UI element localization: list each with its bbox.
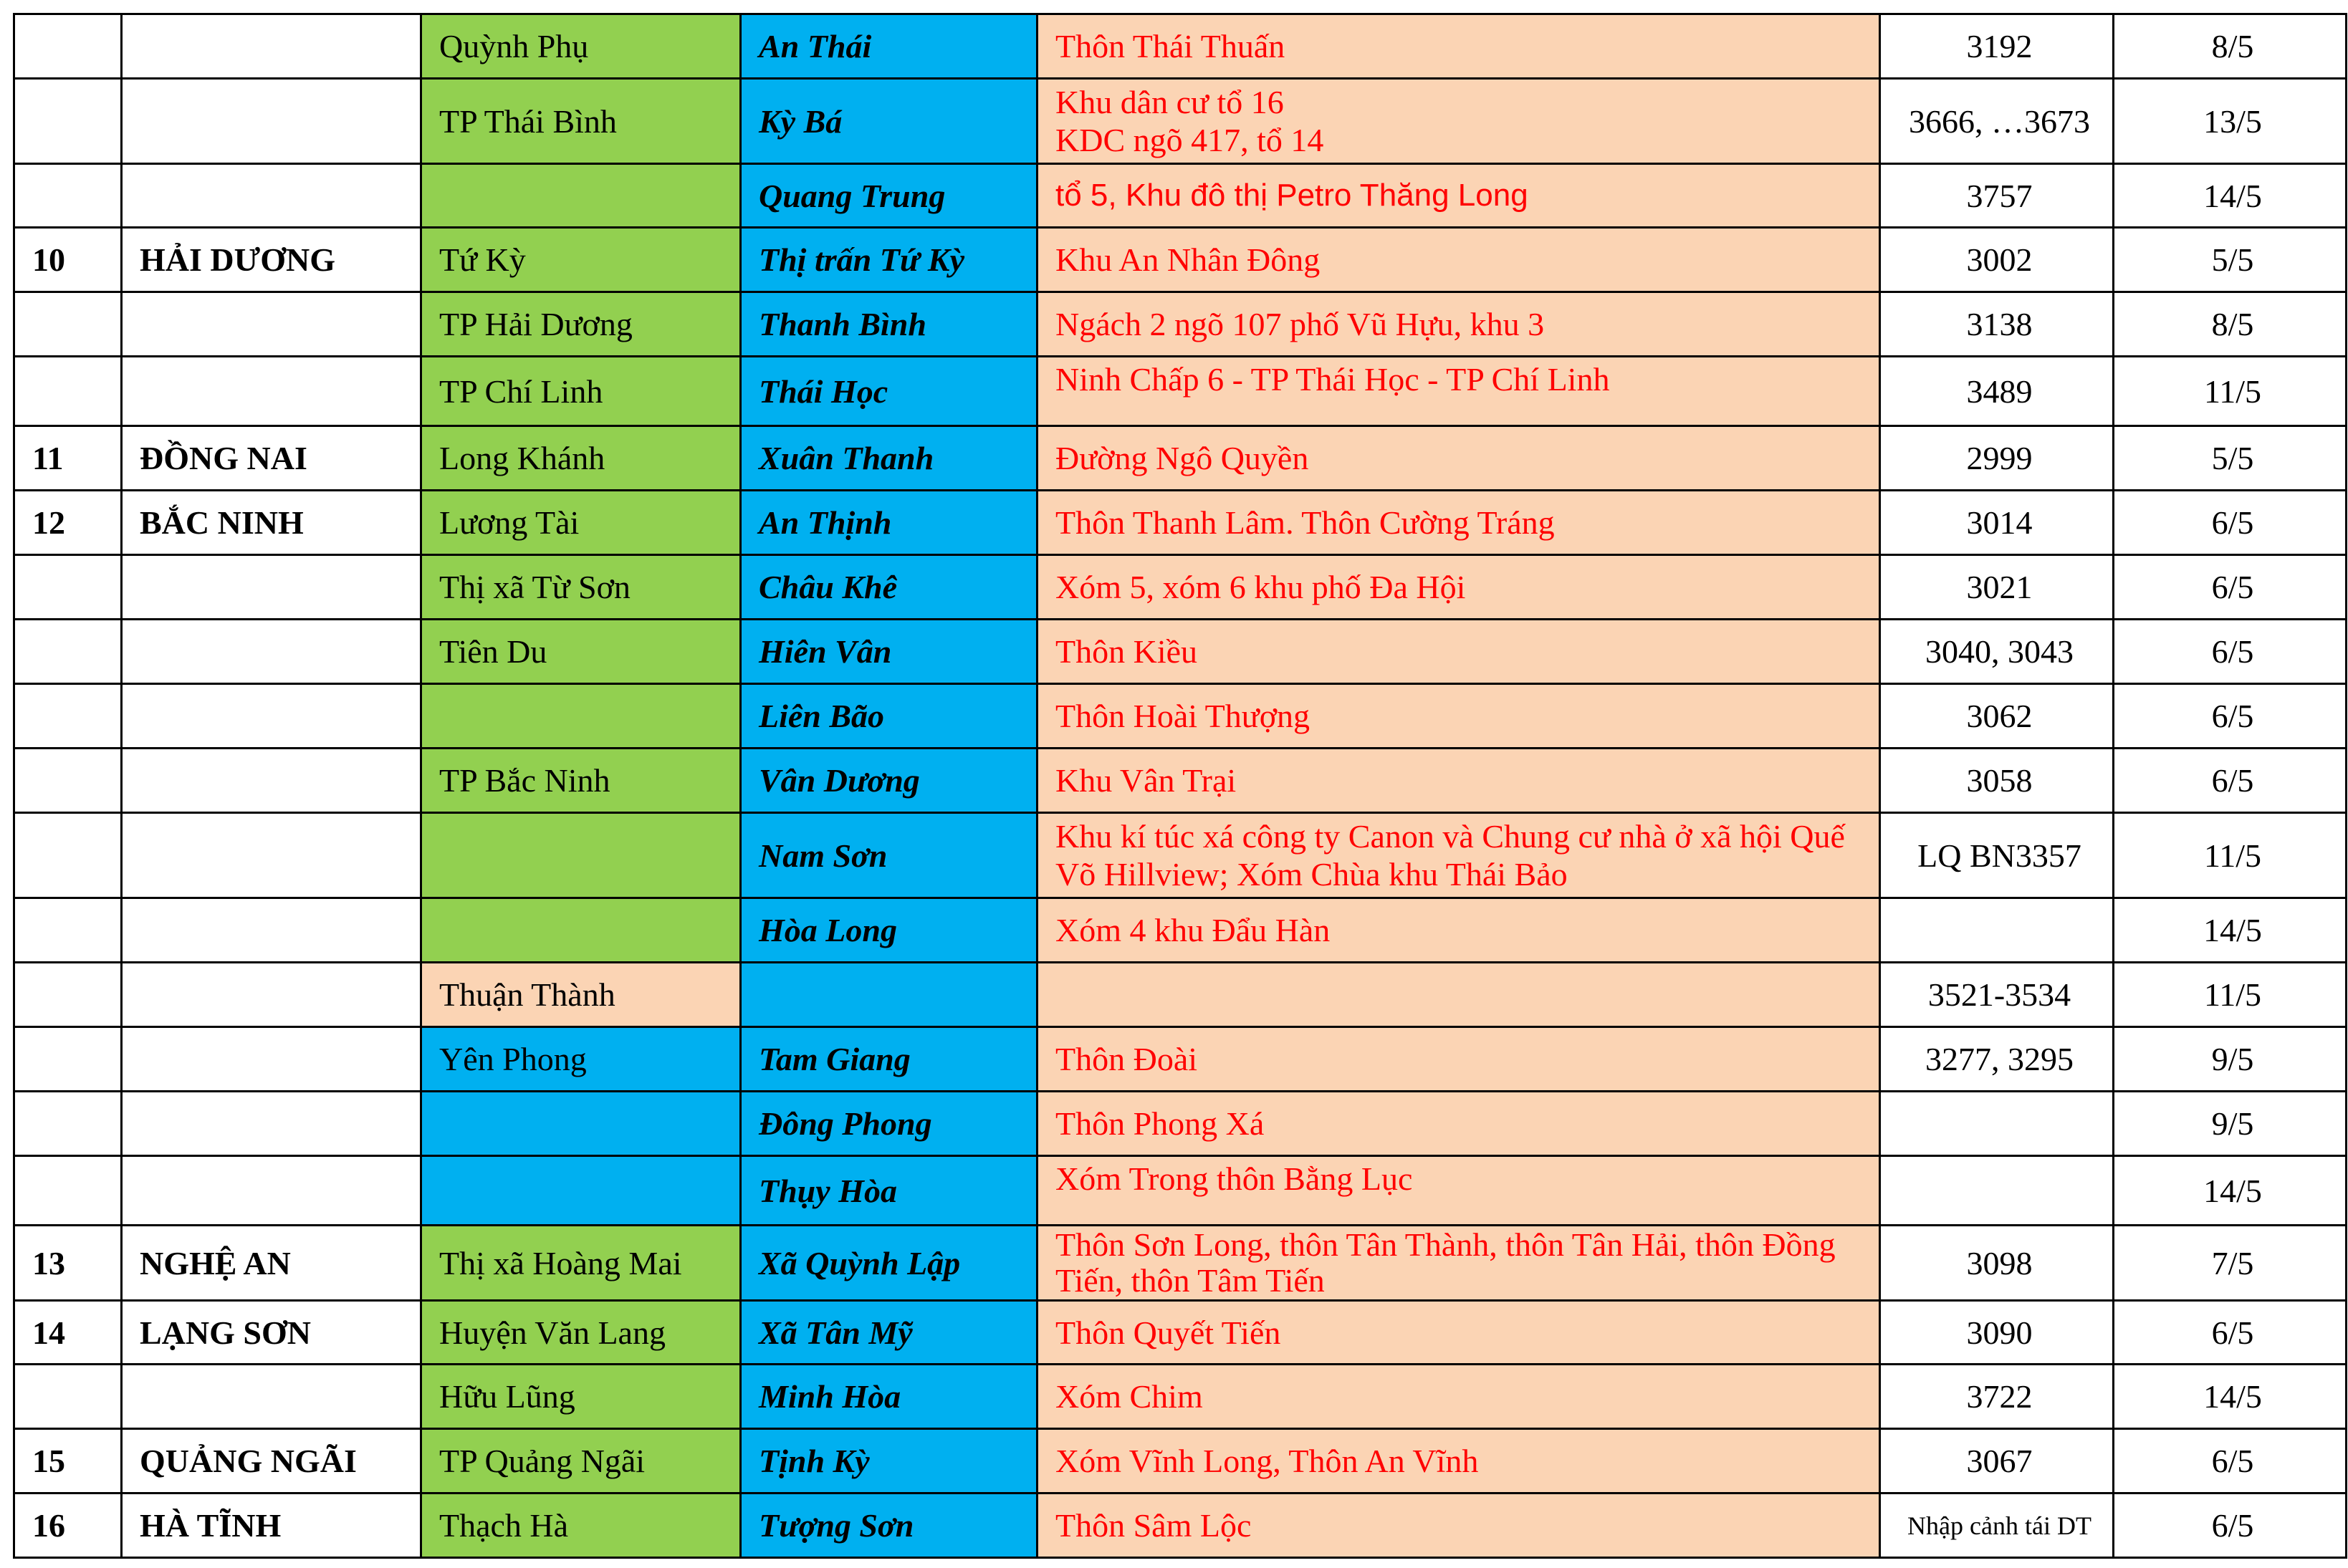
stt-cell: 10 [14, 228, 122, 292]
stt-cell [14, 963, 122, 1027]
province-cell [122, 79, 421, 164]
case-code-cell: LQ BN3357 [1880, 813, 2114, 898]
table-row [14, 228, 2347, 292]
case-code-cell: 3098 [1880, 1226, 2114, 1301]
district-cell: Yên Phong [421, 1027, 741, 1092]
case-code-cell: 3002 [1880, 228, 2114, 292]
stt-cell [14, 1156, 122, 1226]
date-cell: 9/5 [2114, 1092, 2347, 1156]
date-cell: 14/5 [2114, 164, 2347, 228]
commune-cell: Châu Khê [741, 555, 1038, 620]
stt-cell [14, 14, 122, 79]
table-row [14, 963, 2347, 1027]
district-cell: Thạch Hà [421, 1494, 741, 1558]
case-code-cell: 3666, …3673 [1880, 79, 2114, 164]
date-cell: 14/5 [2114, 1365, 2347, 1429]
table-row [14, 292, 2347, 357]
hamlet-cell: Thôn Kiều [1038, 620, 1880, 684]
date-cell: 6/5 [2114, 1429, 2347, 1494]
hamlet-cell: Khu Vân Trại [1038, 749, 1880, 813]
table-row [14, 357, 2347, 426]
province-cell [122, 684, 421, 749]
province-cell [122, 813, 421, 898]
date-cell: 9/5 [2114, 1027, 2347, 1092]
province-cell [122, 620, 421, 684]
case-code-cell: 3021 [1880, 555, 2114, 620]
district-cell: Quỳnh Phụ [421, 14, 741, 79]
hamlet-cell: Xóm 4 khu Đẩu Hàn [1038, 898, 1880, 963]
date-cell: 13/5 [2114, 79, 2347, 164]
case-code-cell [1880, 898, 2114, 963]
date-cell: 8/5 [2114, 14, 2347, 79]
commune-cell: Vân Dương [741, 749, 1038, 813]
hamlet-cell: Xóm 5, xóm 6 khu phố Đa Hội [1038, 555, 1880, 620]
hamlet-cell: Xóm Trong thôn Bằng Lục [1038, 1156, 1880, 1226]
table-row [14, 14, 2347, 79]
province-cell: LẠNG SƠN [122, 1301, 421, 1365]
district-cell: Thị xã Hoàng Mai [421, 1226, 741, 1301]
district-cell: Thị xã Từ Sơn [421, 555, 741, 620]
district-cell: Tứ Kỳ [421, 228, 741, 292]
table-row [14, 1226, 2347, 1301]
stt-cell [14, 813, 122, 898]
table-row [14, 1429, 2347, 1494]
case-code-cell: 3277, 3295 [1880, 1027, 2114, 1092]
date-cell: 11/5 [2114, 357, 2347, 426]
hamlet-cell: Thôn Quyết Tiến [1038, 1301, 1880, 1365]
case-code-cell: 3138 [1880, 292, 2114, 357]
table-row [14, 1156, 2347, 1226]
stt-cell [14, 1027, 122, 1092]
case-code-cell: 3014 [1880, 491, 2114, 555]
hamlet-cell: Khu An Nhân Đông [1038, 228, 1880, 292]
stt-cell [14, 555, 122, 620]
date-cell: 8/5 [2114, 292, 2347, 357]
province-cell [122, 357, 421, 426]
commune-cell: Hòa Long [741, 898, 1038, 963]
commune-cell: Nam Sơn [741, 813, 1038, 898]
date-cell: 6/5 [2114, 749, 2347, 813]
district-cell [421, 898, 741, 963]
outbreak-location-table [13, 13, 2347, 1559]
stt-cell [14, 357, 122, 426]
commune-cell: Quang Trung [741, 164, 1038, 228]
case-code-cell: 3192 [1880, 14, 2114, 79]
date-cell: 6/5 [2114, 1494, 2347, 1558]
table-row [14, 1365, 2347, 1429]
hamlet-cell: Xóm Vĩnh Long, Thôn An Vĩnh [1038, 1429, 1880, 1494]
hamlet-cell: Thôn Thái Thuấn [1038, 14, 1880, 79]
district-cell: TP Bắc Ninh [421, 749, 741, 813]
district-cell [421, 1156, 741, 1226]
stt-cell: 11 [14, 426, 122, 491]
district-cell [421, 684, 741, 749]
commune-cell: Tịnh Kỳ [741, 1429, 1038, 1494]
commune-cell: Xã Tân Mỹ [741, 1301, 1038, 1365]
district-cell: TP Quảng Ngãi [421, 1429, 741, 1494]
table-row [14, 620, 2347, 684]
commune-cell: Kỳ Bá [741, 79, 1038, 164]
stt-cell [14, 684, 122, 749]
date-cell: 14/5 [2114, 1156, 2347, 1226]
province-cell: ĐỒNG NAI [122, 426, 421, 491]
date-cell: 7/5 [2114, 1226, 2347, 1301]
commune-cell: Xuân Thanh [741, 426, 1038, 491]
district-cell: TP Hải Dương [421, 292, 741, 357]
date-cell: 11/5 [2114, 963, 2347, 1027]
table-row [14, 1092, 2347, 1156]
district-cell: Thuận Thành [421, 963, 741, 1027]
case-code-cell: 3062 [1880, 684, 2114, 749]
commune-cell: Xã Quỳnh Lập [741, 1226, 1038, 1301]
case-code-cell: 3090 [1880, 1301, 2114, 1365]
province-cell [122, 164, 421, 228]
province-cell [122, 963, 421, 1027]
stt-cell: 16 [14, 1494, 122, 1558]
province-cell [122, 1092, 421, 1156]
province-cell: HẢI DƯƠNG [122, 228, 421, 292]
stt-cell [14, 620, 122, 684]
table-row [14, 164, 2347, 228]
commune-cell: Tượng Sơn [741, 1494, 1038, 1558]
commune-cell: Đông Phong [741, 1092, 1038, 1156]
commune-cell: An Thịnh [741, 491, 1038, 555]
stt-cell: 13 [14, 1226, 122, 1301]
district-cell: Hữu Lũng [421, 1365, 741, 1429]
case-code-cell [1880, 1156, 2114, 1226]
table-body [14, 14, 2347, 1558]
table-row [14, 555, 2347, 620]
hamlet-cell: Khu dân cư tổ 16 KDC ngõ 417, tổ 14 [1038, 79, 1880, 164]
province-cell: HÀ TĨNH [122, 1494, 421, 1558]
case-code-cell: 3058 [1880, 749, 2114, 813]
case-code-cell: 3757 [1880, 164, 2114, 228]
hamlet-cell: Thôn Hoài Thượng [1038, 684, 1880, 749]
province-cell [122, 1027, 421, 1092]
hamlet-cell: Đường Ngô Quyền [1038, 426, 1880, 491]
table-row [14, 1027, 2347, 1092]
province-cell [122, 292, 421, 357]
table-row [14, 491, 2347, 555]
stt-cell [14, 164, 122, 228]
hamlet-cell [1038, 963, 1880, 1027]
case-code-cell: 3067 [1880, 1429, 2114, 1494]
hamlet-cell: Thôn Sơn Long, thôn Tân Thành, thôn Tân Hải, thôn Đồng Tiến, thôn Tâm Tiến [1038, 1226, 1880, 1301]
province-cell [122, 898, 421, 963]
province-cell: BẮC NINH [122, 491, 421, 555]
commune-cell: Thị trấn Tứ Kỳ [741, 228, 1038, 292]
commune-cell: Thanh Bình [741, 292, 1038, 357]
stt-cell [14, 79, 122, 164]
case-code-cell: 3722 [1880, 1365, 2114, 1429]
commune-cell: Tam Giang [741, 1027, 1038, 1092]
stt-cell: 15 [14, 1429, 122, 1494]
date-cell: 5/5 [2114, 426, 2347, 491]
table-row [14, 1301, 2347, 1365]
table-row [14, 749, 2347, 813]
stt-cell [14, 292, 122, 357]
province-cell [122, 749, 421, 813]
district-cell: TP Chí Linh [421, 357, 741, 426]
hamlet-cell: Khu kí túc xá công ty Canon và Chung cư nhà ở xã hội Quế Võ Hillview; Xóm Chùa khu Thái Bảo [1038, 813, 1880, 898]
commune-cell: Minh Hòa [741, 1365, 1038, 1429]
district-cell: Lương Tài [421, 491, 741, 555]
stt-cell: 12 [14, 491, 122, 555]
date-cell: 6/5 [2114, 491, 2347, 555]
date-cell: 6/5 [2114, 620, 2347, 684]
case-code-cell: 3040, 3043 [1880, 620, 2114, 684]
table-row [14, 684, 2347, 749]
stt-cell [14, 749, 122, 813]
table-row [14, 898, 2347, 963]
hamlet-cell: Thôn Sâm Lộc [1038, 1494, 1880, 1558]
province-cell [122, 1365, 421, 1429]
hamlet-cell: Thôn Thanh Lâm. Thôn Cường Tráng [1038, 491, 1880, 555]
case-code-cell: 2999 [1880, 426, 2114, 491]
commune-cell: An Thái [741, 14, 1038, 79]
table-row [14, 426, 2347, 491]
hamlet-cell: Thôn Đoài [1038, 1027, 1880, 1092]
case-code-cell: Nhập cảnh tái DT [1880, 1494, 2114, 1558]
date-cell: 5/5 [2114, 228, 2347, 292]
hamlet-cell: Xóm Chim [1038, 1365, 1880, 1429]
date-cell: 11/5 [2114, 813, 2347, 898]
date-cell: 6/5 [2114, 684, 2347, 749]
case-code-cell: 3489 [1880, 357, 2114, 426]
commune-cell: Thụy Hòa [741, 1156, 1038, 1226]
commune-cell [741, 963, 1038, 1027]
hamlet-cell: Ngách 2 ngõ 107 phố Vũ Hựu, khu 3 [1038, 292, 1880, 357]
province-cell [122, 1156, 421, 1226]
stt-cell: 14 [14, 1301, 122, 1365]
province-cell: NGHỆ AN [122, 1226, 421, 1301]
case-code-cell [1880, 1092, 2114, 1156]
stt-cell [14, 1365, 122, 1429]
district-cell: Long Khánh [421, 426, 741, 491]
province-cell [122, 14, 421, 79]
hamlet-cell: tổ 5, Khu đô thị Petro Thăng Long [1038, 164, 1880, 228]
case-code-cell: 3521-3534 [1880, 963, 2114, 1027]
date-cell: 6/5 [2114, 555, 2347, 620]
district-cell: Tiên Du [421, 620, 741, 684]
stt-cell [14, 1092, 122, 1156]
district-cell [421, 164, 741, 228]
commune-cell: Hiên Vân [741, 620, 1038, 684]
hamlet-cell: Ninh Chấp 6 - TP Thái Học - TP Chí Linh [1038, 357, 1880, 426]
date-cell: 14/5 [2114, 898, 2347, 963]
stt-cell [14, 898, 122, 963]
province-cell [122, 555, 421, 620]
table-row [14, 79, 2347, 164]
commune-cell: Thái Học [741, 357, 1038, 426]
district-cell [421, 1092, 741, 1156]
date-cell: 6/5 [2114, 1301, 2347, 1365]
province-cell: QUẢNG NGÃI [122, 1429, 421, 1494]
district-cell: Huyện Văn Lang [421, 1301, 741, 1365]
table-row [14, 813, 2347, 898]
district-cell [421, 813, 741, 898]
table-row [14, 1494, 2347, 1558]
hamlet-cell: Thôn Phong Xá [1038, 1092, 1880, 1156]
commune-cell: Liên Bão [741, 684, 1038, 749]
district-cell: TP Thái Bình [421, 79, 741, 164]
